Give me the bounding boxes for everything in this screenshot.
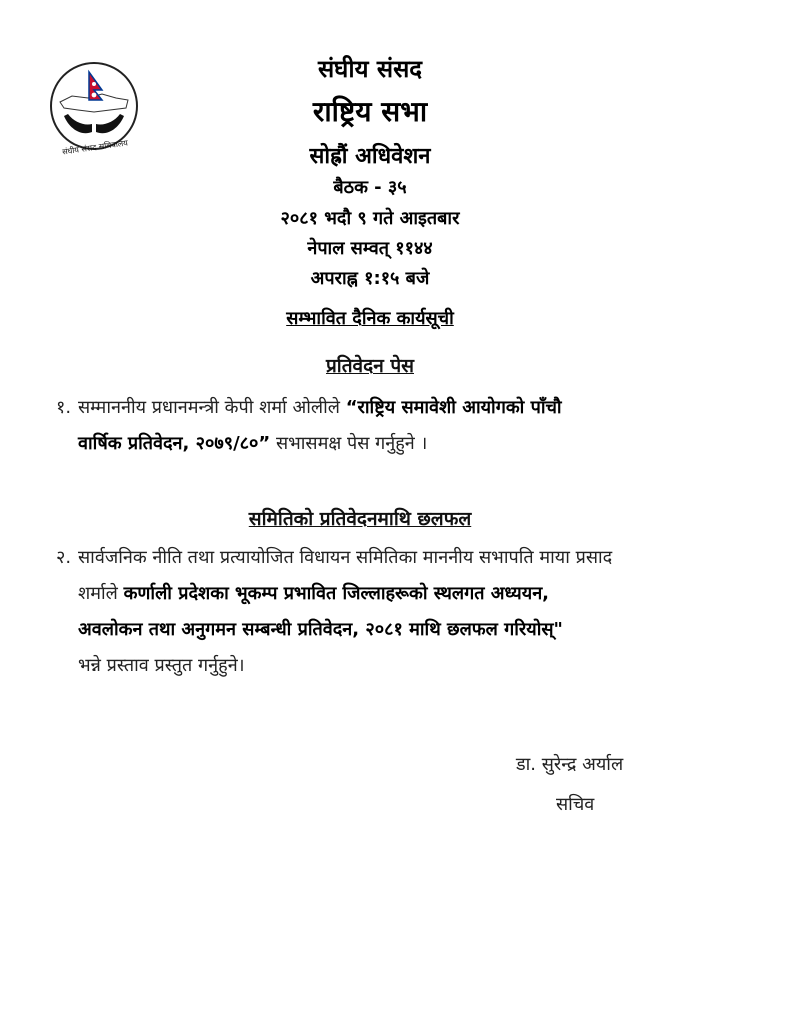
signatory-title: सचिव	[556, 794, 595, 815]
agenda-title: सम्भावित दैनिक कार्यसूची	[286, 308, 454, 329]
item-text: सार्वजनिक नीति तथा प्रत्यायोजित विधायन समितिका माननीय सभापति माया प्रसाद	[78, 547, 613, 568]
header-session: सोह्रौं अधिवेशन	[309, 144, 431, 169]
header-meeting: बैठक - ३५	[333, 177, 407, 198]
logo-caption: संघीय संसद सचिवालय	[61, 138, 129, 157]
header-national-assembly: राष्ट्रिय सभा	[312, 95, 428, 128]
header-date: २०८१ भदौ ९ गते आइतबार	[280, 208, 460, 229]
header-nepal-samvat: नेपाल सम्वत् ११४४	[307, 238, 433, 259]
parliament-logo	[44, 60, 144, 160]
item-text: सम्माननीय प्रधानमन्त्री केपी शर्मा ओलीले	[78, 397, 346, 418]
item-number: २.	[56, 547, 72, 568]
header-time: अपराह्न १:१५ बजे	[310, 268, 430, 289]
item-bold-text: वार्षिक प्रतिवेदन, २०७९/८०”	[78, 433, 271, 454]
header-parliament: संघीय संसद	[317, 55, 423, 83]
item-bold-text: कर्णाली प्रदेशका भूकम्प प्रभावित जिल्लाहरूको स्थलगत अध्ययन,	[123, 583, 550, 604]
item-bold-text: “राष्ट्रिय समावेशी आयोगको पाँचौ	[345, 397, 562, 418]
item-bold-text: अवलोकन तथा अनुगमन सम्बन्धी प्रतिवेदन, २०८१ माथि छलफल गरियोस्"	[78, 619, 563, 640]
item-text: शर्माले	[78, 583, 124, 604]
agenda-item-1	[56, 390, 716, 462]
item-text: सभासमक्ष पेस गर्नुहुने ।	[270, 433, 428, 454]
item-text: भन्ने प्रस्ताव प्रस्तुत गर्नुहुने।	[78, 655, 245, 676]
section-report-title: प्रतिवेदन पेस	[325, 355, 414, 377]
agenda-item-2	[56, 540, 716, 684]
signatory-name: डा. सुरेन्द्र अर्याल	[516, 754, 624, 775]
item-number: १.	[56, 397, 72, 418]
section-committee-title: समितिको प्रतिवेदनमाथि छलफल	[248, 508, 472, 530]
